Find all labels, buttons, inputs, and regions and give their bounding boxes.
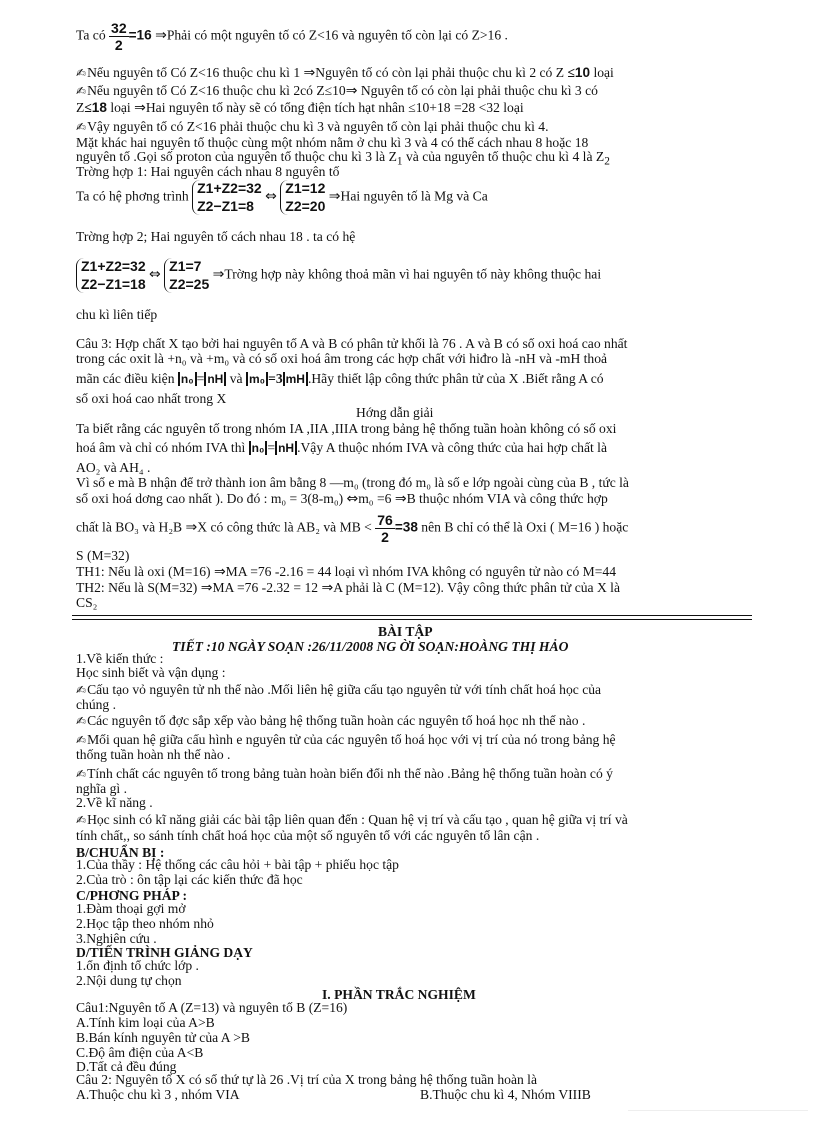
line-conclusion: ✍Vậy nguyên tố có Z<16 phải thuộc chu kì 3 và nguyên tố còn lại phải thuộc chu kì 4. <box>76 119 549 134</box>
le-icon: ≤ <box>324 83 333 98</box>
paragraph-line: AO₂ và AH₄ . <box>76 460 151 475</box>
pen-bullet-icon: ✍ <box>76 84 87 98</box>
le-icon: ≤ <box>408 100 416 115</box>
pen-bullet-icon: ✍ <box>76 683 87 697</box>
objective-item: ✍Cấu tạo vỏ nguyên tử nh thế nào .Mối liên hệ giữa cấu tạo nguyên tử với tính chất hoá học của <box>76 682 602 697</box>
system-case-1: Ta có hệ phơng trình Z1+Z2=32 Z2−Z1=8 ⇔ Z1=12 Z2=20 ⇒Hai nguyên tố là Mg và Ca <box>76 180 488 214</box>
paragraph-line: chất là BO₃ và H₂B ⇒X có công thức là AB₂ và MB < $\frac{76}{2}$ =38 nên B chỉ có thể là Oxi ( M=16 ) hoặc <box>76 512 629 546</box>
implies-arrow-icon: ⇒ <box>200 580 213 596</box>
double-rule-divider <box>72 615 752 616</box>
section-heading-multiple-choice: I. PHẦN TRẮC NGHIỆM <box>322 987 476 1002</box>
answer-option: A.Thuộc chu kì 3 , nhóm VIA <box>76 1087 240 1102</box>
equation-system: Z1=12 Z2=20 <box>280 180 325 215</box>
pen-bullet-icon: ✍ <box>76 813 87 827</box>
implies-arrow-icon: ⇒ <box>134 100 146 116</box>
implies-arrow-icon: ⇒ <box>328 188 341 205</box>
le-icon: ≤ <box>84 100 92 115</box>
paragraph-line: chu kì liên tiếp <box>76 307 158 322</box>
paragraph-line: 1.Đàm thoại gợi mở <box>76 901 186 916</box>
equivalent-arrow-icon: ⇔ <box>346 491 359 507</box>
paragraph-line: nghĩa gì . <box>76 781 127 796</box>
paragraph-line: hoá âm và chỉ có nhóm IVA thì n₀ = nH .Vậy A thuộc nhóm IVA và công thức của hai hợp chất là <box>76 440 607 455</box>
paragraph-line: Học sinh biết và vận dụng : <box>76 665 226 680</box>
objective-item: ✍Học sinh có kĩ năng giải các bài tập liên quan đến : Quan hệ vị trí và cấu tạo , quan hệ giữa vị trí và <box>76 812 628 827</box>
paragraph-line: chúng . <box>76 697 117 712</box>
pen-bullet-icon: ✍ <box>76 120 87 134</box>
line-chu-ki-1: ✍Nếu nguyên tố Có Z<16 thuộc chu kì 1 ⇒Nguyên tố có còn lại phải thuộc chu kì 2 có Z ≤10 loại <box>76 65 614 81</box>
pen-bullet-icon: ✍ <box>76 767 87 781</box>
implies-arrow-icon: ⇒ <box>213 564 226 580</box>
section-heading-b: B/CHUẨN BỊ : <box>76 845 165 860</box>
pen-bullet-icon: ✍ <box>76 733 87 747</box>
paragraph-line: Vì số e mà B nhận để trở thành ion âm bằng 8 —m₀ (trong đó m₀ là số e lớp ngoài cùng của B , tức là <box>76 475 629 490</box>
paragraph-line: Mặt khác hai nguyên tố thuộc cùng một nhóm nằm ở chu kì 3 và 4 có thể cách nhau 8 hoặc 18 <box>76 135 589 150</box>
equivalent-arrow-icon: ⇔ <box>265 188 277 205</box>
answer-option: A.Tính kim loại của A>B <box>76 1015 215 1030</box>
paragraph-line: TH2: Nếu là S(M=32) ⇒MA =76 -2.32 = 12 ⇒A phải là C (M=12). Vậy công thức phân tử của X là <box>76 580 620 596</box>
objective-item: ✍Các nguyên tố đợc sắp xếp vào bảng hệ thống tuần hoàn các nguyên tố hoá học nh thế nào . <box>76 713 586 728</box>
paragraph-line: 2.Của trò : ôn tập lại các kiến thức đã học <box>76 872 303 887</box>
paragraph-line: 3.Nghiên cứu . <box>76 931 157 946</box>
objective-item: ✍Mối quan hệ giữa cấu hình e nguyên tử của các nguyên tố hoá học với vị trí của nó trong bảng hệ <box>76 732 616 747</box>
paragraph-line: mãn các điều kiện n₀ = nH và m₀ =3 mH .Hãy thiết lập công thức phân tử của X .Biết rằng A có <box>76 371 604 386</box>
objective-item: ✍Tính chất các nguyên tố trong bảng tuàn hoàn biến đổi nh thế nào .Bảng hệ thống tuần hoàn có ý <box>76 766 613 781</box>
answer-option: D.Tất cả đều đúng <box>76 1059 177 1074</box>
equation-system: Z1+Z2=32 Z2−Z1=8 <box>192 180 262 215</box>
section-title-baitap: BÀI TẬP <box>378 624 433 639</box>
equation-system: Z1+Z2=32 Z2−Z1=18 <box>76 258 146 293</box>
fraction-76-2: $\frac{76}{2}$ <box>377 512 393 546</box>
paragraph-line: 2.Về kĩ năng . <box>76 795 153 810</box>
section-heading-c: C/PHƠNG PHÁP : <box>76 888 188 903</box>
implies-arrow-icon: ⇒ <box>321 580 334 596</box>
paragraph-line: tính chất,, so sánh tính chất hoá học của một số nguyên tố với các nguyên tố lân cận . <box>76 828 540 843</box>
page-footer-line <box>628 1110 808 1119</box>
line-chu-ki-2: ✍Nếu nguyên tố Có Z<16 thuộc chu kì 2có Z≤10⇒ Nguyên tố có còn lại phải thuộc chu kì 3 có <box>76 83 598 99</box>
paragraph-line: số oxi hoá dơng cao nhất ). Do đó : m₀ = 3(8-m₀) ⇔m₀ =6 ⇒B thuộc nhóm VIA và công thức hợp <box>76 491 608 507</box>
implies-arrow-icon: ⇒ <box>394 491 407 507</box>
implies-arrow-icon: ⇒ <box>212 266 225 283</box>
paragraph-line: 2.Học tập theo nhóm nhỏ <box>76 916 214 931</box>
paragraph-line: nguyên tố .Gọi số proton của nguyên tố thuộc chu kì 3 là $Z_1$ và của nguyên tố thuộc chu kì 4 là $Z_2$ <box>76 149 610 168</box>
equation-system: Z1=7 Z2=25 <box>164 258 209 293</box>
answer-option: B.Bán kính nguyên tử của A >B <box>76 1030 250 1045</box>
paragraph-line: S (M=32) <box>76 548 130 563</box>
paragraph-line: số oxi hoá cao nhất trong X <box>76 391 227 406</box>
paragraph-line: 1.Về kiến thức : <box>76 651 164 666</box>
question-line: Câu 2: Nguyên tố X có số thứ tự là 26 .Vị trí của X trong bảng hệ thống tuần hoàn là <box>76 1072 537 1087</box>
lesson-header: TIẾT :10 NGÀY SOẠN :26/11/2008 NG ỜI SOẠN:HOÀNG THỊ HẢO <box>172 639 569 654</box>
case-2-heading: Trờng hợp 2; Hai nguyên tố cách nhau 18 . ta có hệ <box>76 229 356 244</box>
pen-bullet-icon: ✍ <box>76 714 87 728</box>
le-icon: ≤ <box>567 65 575 80</box>
case-1-heading: Trờng hợp 1: Hai nguyên cách nhau 8 nguyên tố <box>76 164 340 179</box>
question-line: Câu1:Nguyên tố A (Z=13) và nguyên tố B (Z=16) <box>76 1000 348 1015</box>
paragraph-line: 1.ổn định tổ chức lớp . <box>76 958 199 973</box>
paragraph-line: TH1: Nếu là oxi (M=16) ⇒MA =76 -2.16 = 44 loại vì nhóm IVA không có nguyên tử nào có M=44 <box>76 564 616 580</box>
paragraph-line: CS₂ <box>76 595 98 610</box>
pen-bullet-icon: ✍ <box>76 66 87 80</box>
equivalent-arrow-icon: ⇔ <box>149 266 161 283</box>
implies-arrow-icon: ⇒ <box>345 83 358 99</box>
line-ta-co-16: Ta có $\frac{32}{2}$ =16 ⇒Phải có một nguyên tố có Z<16 và nguyên tố còn lại có Z>16 . <box>76 20 508 54</box>
answer-option: B.Thuộc chu kì 4, Nhóm VIIIB <box>420 1087 591 1102</box>
answer-option: C.Độ âm điện của A<B <box>76 1045 204 1060</box>
double-rule-divider <box>72 619 752 620</box>
paragraph-line: trong các oxit là +n₀ và +m₀ và có số oxi hoá âm trong các hợp chất với hiđro là -nH và -mH thoả <box>76 351 608 366</box>
implies-arrow-icon: ⇒ <box>303 65 316 81</box>
paragraph-line: 2.Nội dung tự chọn <box>76 973 182 988</box>
implies-arrow-icon: ⇒ <box>185 519 198 536</box>
fraction-32-2: $\frac{32}{2}$ <box>111 20 127 54</box>
section-heading-d: D/TIẾN TRÌNH GIẢNG DẠY <box>76 945 253 960</box>
question-3-line: Câu 3: Hợp chất X tạo bởi hai nguyên tố A và B có phân tử khối là 76 . A và B có số oxi hoá cao nhất <box>76 336 628 351</box>
paragraph-line: 1.Của thầy : Hệ thống các câu hỏi + bài tập + phiếu học tập <box>76 857 399 872</box>
paragraph-line: thống tuần hoàn nh thế nào . <box>76 747 231 762</box>
section-heading-solution: Hớng dẫn giải <box>356 405 434 420</box>
line-z-18: Z≤18 loại ⇒Hai nguyên tố này sẽ có tổng điện tích hạt nhân ≤10+18 =28 <32 loại <box>76 100 524 116</box>
system-case-2: Z1+Z2=32 Z2−Z1=18 ⇔ Z1=7 Z2=25 ⇒Trờng hợp này không thoả mãn vì hai nguyên tố này không thuộc hai <box>76 258 601 293</box>
paragraph-line: Ta biết rằng các nguyên tố trong nhóm IA ,IIA ,IIIA trong bảng hệ thống tuần hoàn không có số oxi <box>76 421 617 436</box>
implies-arrow-icon: ⇒ <box>155 27 167 44</box>
